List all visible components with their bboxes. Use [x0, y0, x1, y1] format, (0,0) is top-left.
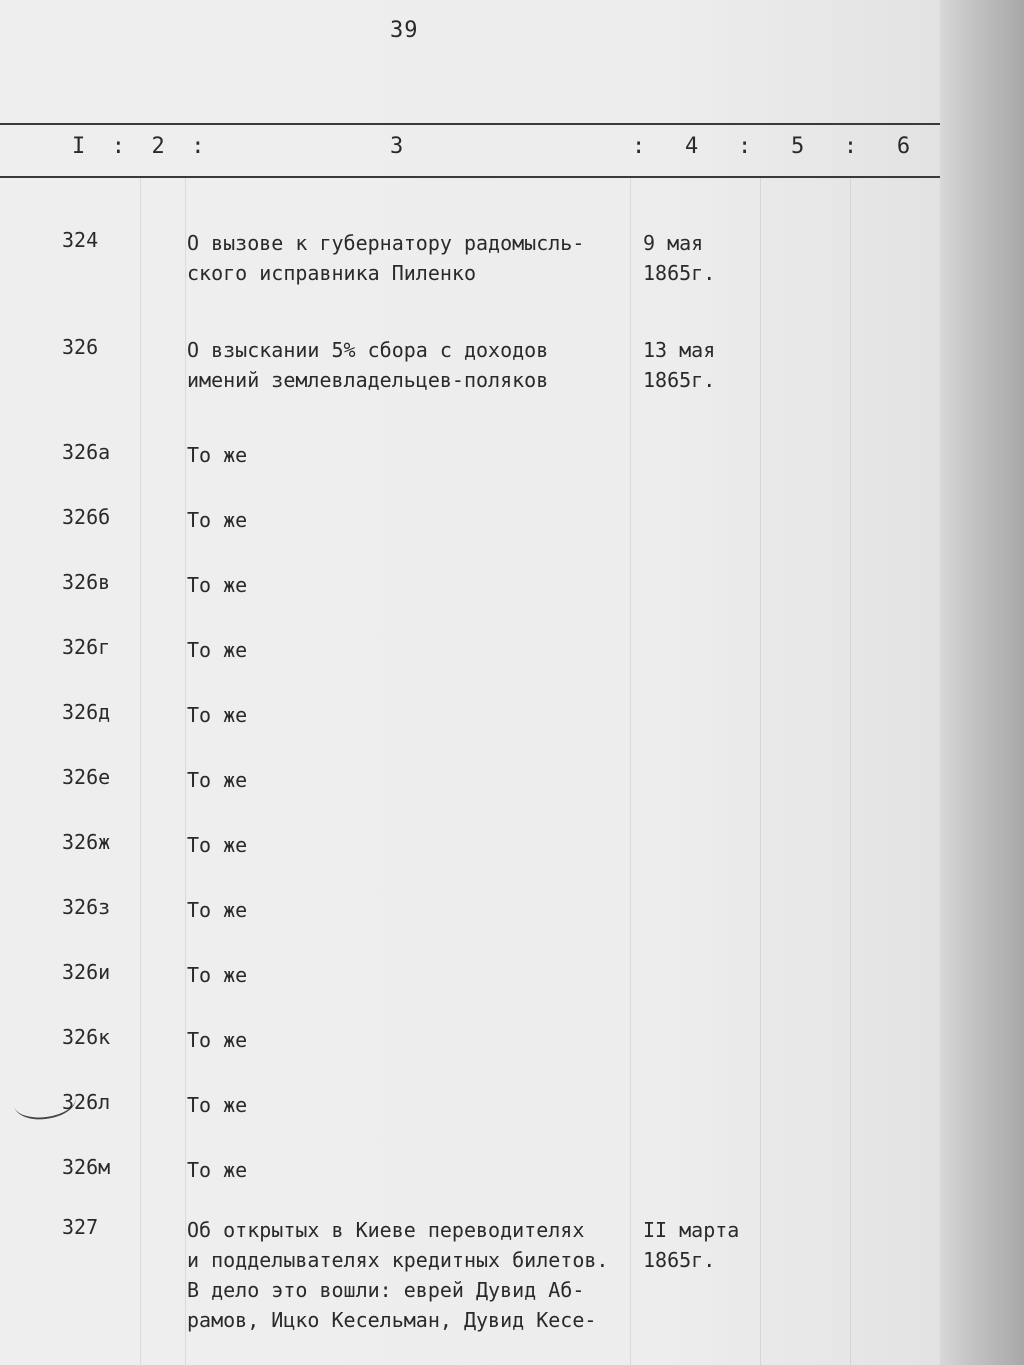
column-header-right: : 4 : 5 : 6	[632, 134, 911, 159]
entry-number: 326з	[62, 895, 111, 919]
entry-number: 326а	[62, 440, 111, 464]
entry-number: 326б	[62, 505, 111, 529]
entry-title-line: То же	[187, 443, 248, 467]
entry-title-line: То же	[187, 963, 248, 987]
entry-number: 326д	[62, 700, 111, 724]
entry-number: 326	[62, 335, 99, 359]
entry-title-line: О вызове к губернатору радомысль-	[187, 231, 585, 255]
entry-title-line: Об открытых в Киеве переводителях	[187, 1218, 585, 1242]
column-divider	[630, 178, 631, 1365]
column-header-middle: 3	[390, 134, 404, 159]
page-number: 39	[390, 18, 419, 43]
page-edge	[940, 0, 1024, 1365]
entry-date-line: II марта	[643, 1218, 740, 1242]
entry-number: 326и	[62, 960, 111, 984]
entry-title-line: То же	[187, 833, 248, 857]
entry-number: 326к	[62, 1025, 111, 1049]
entry-title-line: имений землевладельцев-поляков	[187, 368, 549, 392]
entry-number: 326л	[62, 1090, 111, 1114]
entry-date-line: 1865г.	[643, 1248, 716, 1272]
entry-title-line: и подделывателях кредитных билетов.	[187, 1248, 609, 1272]
entry-title-line: То же	[187, 703, 248, 727]
entry-title-line: В дело это вошли: еврей Дувид Аб-	[187, 1278, 585, 1302]
column-divider	[185, 178, 186, 1365]
entry-number: 326в	[62, 570, 111, 594]
entry-title-line: То же	[187, 898, 248, 922]
entry-title-line: То же	[187, 1093, 248, 1117]
header-bottom-rule	[0, 176, 945, 178]
entry-number: 327	[62, 1215, 99, 1239]
entry-date-line: 9 мая	[643, 231, 704, 255]
entry-number: 326г	[62, 635, 111, 659]
column-header-left: I : 2 :	[72, 134, 205, 159]
column-divider	[760, 178, 761, 1365]
entry-title-line: ского исправника Пиленко	[187, 261, 476, 285]
entry-title-line: рамов, Ицко Кесельман, Дувид Кесе-	[187, 1308, 597, 1332]
entry-date-line: 13 мая	[643, 338, 716, 362]
entry-number: 326м	[62, 1155, 111, 1179]
entry-title-line: То же	[187, 573, 248, 597]
entry-number: 326е	[62, 765, 111, 789]
column-divider	[140, 178, 141, 1365]
entry-date-line: 1865г.	[643, 261, 716, 285]
entry-title-line: То же	[187, 1158, 248, 1182]
entry-title-line: То же	[187, 768, 248, 792]
header-top-rule	[0, 123, 945, 125]
entry-title-line: О взыскании 5% сбора с доходов	[187, 338, 549, 362]
entry-date-line: 1865г.	[643, 368, 716, 392]
entry-title-line: То же	[187, 508, 248, 532]
entry-title-line: То же	[187, 1028, 248, 1052]
entry-number: 324	[62, 228, 99, 252]
entry-number: 326ж	[62, 830, 111, 854]
entry-title-line: То же	[187, 638, 248, 662]
column-divider	[850, 178, 851, 1365]
